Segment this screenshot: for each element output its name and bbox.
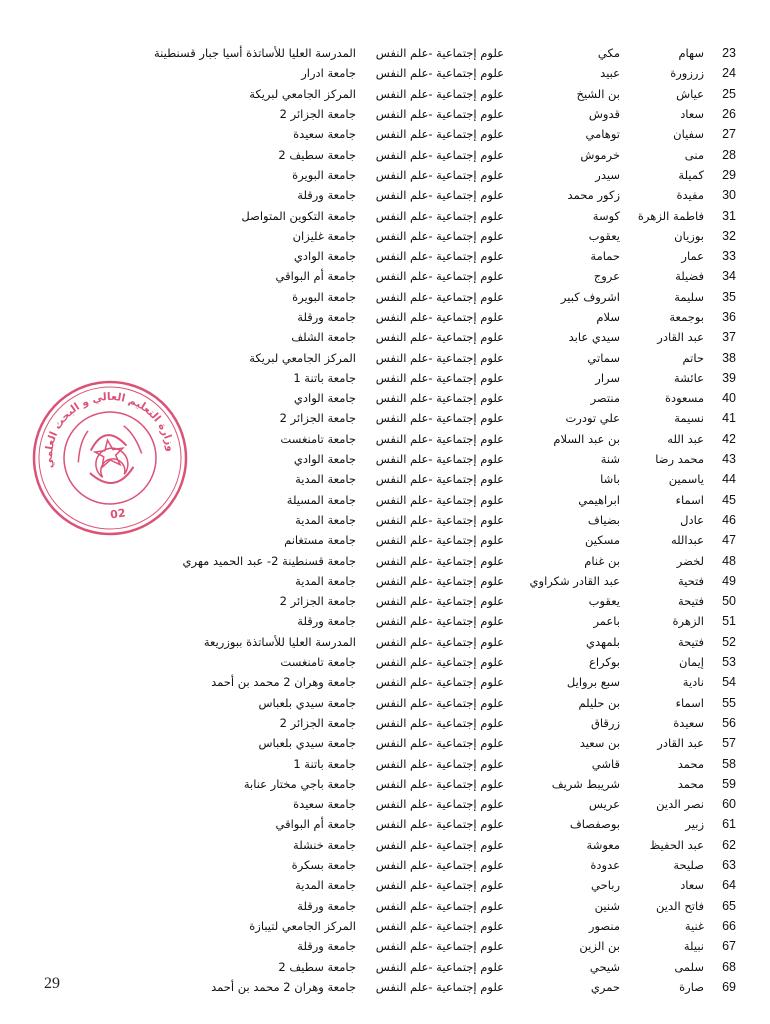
last-name-cell: بلمهدي	[586, 634, 620, 649]
first-name-cell: بوجمعة	[669, 310, 704, 324]
first-name-cell: سلمى	[674, 959, 704, 974]
row-number-cell: 63	[722, 858, 736, 873]
institution-cell: جامعة خنشلة	[293, 837, 356, 852]
institution-cell: المركز الجامعي لتيبازة	[249, 918, 356, 933]
table-row	[104, 855, 736, 875]
table-row	[104, 530, 736, 550]
first-name-cell: عبد القادر	[657, 736, 704, 751]
institution-cell: جامعة أم البواقي	[275, 269, 356, 284]
specialty-cell: علوم إجتماعية -علم النفس	[375, 898, 504, 913]
table-row	[104, 693, 736, 713]
table-row	[104, 124, 736, 144]
row-number-cell: 40	[722, 391, 736, 406]
last-name-cell: قدوش	[588, 107, 620, 122]
table-row	[104, 469, 736, 489]
specialty-cell: علوم إجتماعية -علم النفس	[375, 269, 504, 284]
row-number-cell: 65	[722, 898, 736, 913]
last-name-cell: منصور	[588, 918, 620, 933]
row-number-cell: 28	[722, 147, 736, 162]
last-name-cell: شنة	[600, 452, 620, 467]
row-number-cell: 34	[722, 269, 736, 284]
institution-cell: جامعة ورقلة	[297, 939, 356, 954]
table-row	[104, 794, 736, 814]
table-row	[104, 226, 736, 246]
first-name-cell: عبد الله	[667, 431, 704, 446]
last-name-cell: كوسة	[592, 208, 620, 223]
first-name-cell: نسيمة	[674, 411, 704, 426]
specialty-cell: علوم إجتماعية -علم النفس	[375, 918, 504, 933]
institution-cell: جامعة الجزائر 2	[279, 107, 356, 122]
row-number-cell: 33	[722, 249, 736, 264]
first-name-cell: محمد	[677, 756, 704, 771]
institution-cell: جامعة التكوين المتواصل	[241, 208, 356, 223]
row-number-cell: 31	[722, 208, 736, 223]
table-row	[104, 611, 736, 631]
page-number: 29	[44, 975, 60, 992]
first-name-cell: محمد	[677, 776, 704, 791]
last-name-cell: بن سعيد	[579, 736, 620, 751]
svg-text:وزارة التعليم العالي و البحث ا: وزارة التعليم العالي و البحث العلمي	[42, 390, 177, 469]
table-row	[104, 895, 736, 915]
first-name-cell: عبد القادر	[657, 330, 704, 345]
table-row	[104, 490, 736, 510]
last-name-cell: بوكراع	[588, 655, 620, 670]
row-number-cell: 30	[722, 188, 736, 203]
specialty-cell: علوم إجتماعية -علم النفس	[375, 959, 504, 974]
first-name-cell: عادل	[680, 512, 704, 527]
institution-cell: جامعة سيدي بلعباس	[258, 736, 356, 751]
official-seal-stamp	[20, 368, 201, 549]
row-number-cell: 43	[722, 452, 736, 467]
last-name-cell: عبد القادر شكراوي	[529, 573, 620, 588]
row-number-cell: 45	[722, 492, 736, 507]
row-number-cell: 46	[722, 512, 736, 527]
last-name-cell: سرار	[595, 370, 620, 385]
specialty-cell: علوم إجتماعية -علم النفس	[375, 817, 504, 832]
last-name-cell: شريبط شريف	[551, 776, 620, 791]
first-name-cell: الزهرة	[672, 614, 704, 629]
first-name-cell: نبيلة	[683, 939, 704, 954]
specialty-cell: علوم إجتماعية -علم النفس	[375, 107, 504, 122]
specialty-cell: علوم إجتماعية -علم النفس	[375, 431, 504, 446]
institution-cell: جامعة ورقلة	[297, 310, 356, 324]
last-name-cell: خرموش	[580, 147, 620, 162]
institution-cell: المركز الجامعي لبريكة	[249, 350, 356, 365]
first-name-cell: بوزيان	[674, 228, 704, 243]
first-name-cell: عياش	[676, 86, 704, 101]
table-row	[104, 327, 736, 347]
specialty-cell: علوم إجتماعية -علم النفس	[375, 370, 504, 385]
first-name-cell: صليحة	[673, 858, 704, 873]
last-name-cell: زكور محمد	[567, 188, 620, 203]
row-number-cell: 58	[722, 756, 736, 771]
last-name-cell: حمامة	[590, 249, 620, 264]
institution-cell: المدرسة العليا للأساتذة ببوزريعة	[203, 634, 356, 649]
table-row	[104, 104, 736, 124]
specialty-cell: علوم إجتماعية -علم النفس	[375, 492, 504, 507]
last-name-cell: حمري	[590, 979, 620, 994]
institution-cell: جامعة غليزان	[292, 228, 356, 243]
first-name-cell: مفيدة	[676, 188, 704, 203]
first-name-cell: سفيان	[673, 127, 704, 142]
specialty-cell: علوم إجتماعية -علم النفس	[375, 695, 504, 710]
first-name-cell: عمار	[681, 249, 704, 264]
first-name-cell: نادية	[682, 675, 704, 690]
first-name-cell: غنية	[684, 918, 704, 933]
last-name-cell: بن غنام	[584, 553, 620, 568]
institution-cell: جامعة مستغانم	[284, 533, 356, 548]
last-name-cell: بن حليلم	[578, 695, 620, 710]
row-number-cell: 27	[722, 127, 736, 142]
institution-cell: جامعة وهران 2 محمد بن أحمد	[211, 675, 356, 690]
first-name-cell: سعاد	[680, 107, 704, 122]
table-row	[104, 347, 736, 367]
specialty-cell: علوم إجتماعية -علم النفس	[375, 715, 504, 730]
row-number-cell: 53	[722, 655, 736, 670]
last-name-cell: توهامي	[585, 127, 620, 142]
specialty-cell: علوم إجتماعية -علم النفس	[375, 837, 504, 852]
specialty-cell: علوم إجتماعية -علم النفس	[375, 249, 504, 264]
first-name-cell: عبدالله	[670, 533, 704, 548]
institution-cell: جامعة المدية	[295, 512, 356, 527]
last-name-cell: بوصفصاف	[569, 817, 620, 832]
first-name-cell: ياسمين	[668, 472, 704, 487]
specialty-cell: علوم إجتماعية -علم النفس	[375, 127, 504, 142]
last-name-cell: عدودة	[590, 858, 620, 873]
row-number-cell: 67	[722, 939, 736, 954]
first-name-cell: كميلة	[678, 167, 704, 182]
last-name-cell: ابراهيمي	[578, 492, 620, 507]
institution-cell: جامعة باجي مختار عنابة	[243, 776, 356, 791]
institution-cell: جامعة البويرة	[292, 167, 356, 182]
row-number-cell: 32	[722, 228, 736, 243]
row-number-cell: 54	[722, 675, 736, 690]
row-number-cell: 47	[722, 533, 736, 548]
specialty-cell: علوم إجتماعية -علم النفس	[375, 86, 504, 101]
table-row	[104, 287, 736, 307]
last-name-cell: بن الزين	[579, 939, 620, 954]
specialty-cell: علوم إجتماعية -علم النفس	[375, 756, 504, 771]
specialty-cell: علوم إجتماعية -علم النفس	[375, 208, 504, 223]
institution-cell: جامعة الجزائر 2	[279, 411, 356, 426]
institution-cell: جامعة الجزائر 2	[279, 594, 356, 609]
row-number-cell: 50	[722, 594, 736, 609]
last-name-cell: مكي	[597, 46, 620, 61]
specialty-cell: علوم إجتماعية -علم النفس	[375, 533, 504, 548]
table-row	[104, 205, 736, 225]
row-number-cell: 29	[722, 167, 736, 182]
row-number-cell: 60	[722, 797, 736, 812]
institution-cell: جامعة ادرار	[301, 66, 356, 81]
last-name-cell: منتصر	[590, 391, 620, 406]
institution-cell: جامعة باتنة 1	[293, 370, 356, 385]
first-name-cell: إيمان	[679, 655, 704, 670]
table-row	[104, 591, 736, 611]
first-name-cell: مسعودة	[664, 391, 704, 406]
specialty-cell: علوم إجتماعية -علم النفس	[375, 512, 504, 527]
specialty-cell: علوم إجتماعية -علم النفس	[375, 472, 504, 487]
institution-cell: جامعة الوادي	[293, 391, 356, 406]
row-number-cell: 35	[722, 289, 736, 304]
row-number-cell: 44	[722, 472, 736, 487]
last-name-cell: بن الشيخ	[576, 86, 620, 101]
table-row	[104, 165, 736, 185]
first-name-cell: نصر الدين	[656, 797, 704, 812]
table-row	[104, 814, 736, 834]
specialty-cell: علوم إجتماعية -علم النفس	[375, 675, 504, 690]
last-name-cell: معوشة	[586, 837, 620, 852]
table-row	[104, 652, 736, 672]
last-name-cell: سماتي	[587, 350, 620, 365]
first-name-cell: فاطمة الزهرة	[637, 208, 704, 223]
table-row	[104, 307, 736, 327]
table-row	[104, 43, 736, 63]
row-number-cell: 66	[722, 918, 736, 933]
table-row	[104, 408, 736, 428]
table-row	[104, 429, 736, 449]
specialty-cell: علوم إجتماعية -علم النفس	[375, 979, 504, 994]
institution-cell: جامعة ورقلة	[297, 898, 356, 913]
institution-cell: جامعة الشلف	[291, 330, 356, 345]
specialty-cell: علوم إجتماعية -علم النفس	[375, 573, 504, 588]
specialty-cell: علوم إجتماعية -علم النفس	[375, 46, 504, 61]
specialty-cell: علوم إجتماعية -علم النفس	[375, 330, 504, 345]
institution-cell: جامعة ورقلة	[297, 614, 356, 629]
specialty-cell: علوم إجتماعية -علم النفس	[375, 167, 504, 182]
institution-cell: جامعة بسكرة	[291, 858, 356, 873]
table-row	[104, 185, 736, 205]
last-name-cell: سلام	[596, 310, 620, 324]
institution-cell: جامعة سعيدة	[293, 127, 356, 142]
row-number-cell: 61	[722, 817, 736, 832]
row-number-cell: 26	[722, 107, 736, 122]
institution-cell: جامعة سعيدة	[293, 797, 356, 812]
specialty-cell: علوم إجتماعية -علم النفس	[375, 228, 504, 243]
institution-cell: جامعة تامنغست	[280, 431, 356, 446]
specialty-cell: علوم إجتماعية -علم النفس	[375, 188, 504, 203]
table-row	[104, 977, 736, 997]
row-number-cell: 48	[722, 553, 736, 568]
table-row	[104, 632, 736, 652]
last-name-cell: سيدر	[595, 167, 620, 182]
table-row	[104, 835, 736, 855]
last-name-cell: مسكين	[585, 533, 620, 548]
first-name-cell: فضيلة	[675, 269, 704, 284]
row-number-cell: 64	[722, 878, 736, 893]
institution-cell: جامعة المدية	[295, 878, 356, 893]
institution-cell: جامعة سطيف 2	[278, 147, 356, 162]
last-name-cell: يعقوب	[588, 228, 620, 243]
first-name-cell: عائشة	[674, 370, 704, 385]
table-row	[104, 63, 736, 83]
table-row	[104, 84, 736, 104]
first-name-cell: اسماء	[675, 492, 704, 507]
specialty-cell: علوم إجتماعية -علم النفس	[375, 858, 504, 873]
last-name-cell: بضياف	[587, 512, 620, 527]
row-number-cell: 52	[722, 634, 736, 649]
row-number-cell: 55	[722, 695, 736, 710]
row-number-cell: 69	[722, 979, 736, 994]
table-row	[104, 774, 736, 794]
last-name-cell: سبع بروايل	[566, 675, 620, 690]
specialty-cell: علوم إجتماعية -علم النفس	[375, 797, 504, 812]
table-row	[104, 449, 736, 469]
specialty-cell: علوم إجتماعية -علم النفس	[375, 553, 504, 568]
table-row	[104, 916, 736, 936]
specialty-cell: علوم إجتماعية -علم النفس	[375, 634, 504, 649]
table-row	[104, 571, 736, 591]
table-row	[104, 246, 736, 266]
last-name-cell: باعمر	[593, 614, 620, 629]
first-name-cell: سعاد	[680, 878, 704, 893]
table-row	[104, 144, 736, 164]
institution-cell: جامعة باتنة 1	[293, 756, 356, 771]
institution-cell: المركز الجامعي لبريكة	[249, 86, 356, 101]
specialty-cell: علوم إجتماعية -علم النفس	[375, 878, 504, 893]
table-row	[104, 733, 736, 753]
row-number-cell: 36	[722, 310, 736, 324]
specialty-cell: علوم إجتماعية -علم النفس	[375, 289, 504, 304]
specialty-cell: علوم إجتماعية -علم النفس	[375, 655, 504, 670]
table-row	[104, 672, 736, 692]
first-name-cell: عبد الحفيظ	[649, 837, 704, 852]
last-name-cell: يعقوب	[588, 594, 620, 609]
first-name-cell: منى	[684, 147, 704, 162]
specialty-cell: علوم إجتماعية -علم النفس	[375, 391, 504, 406]
last-name-cell: شنين	[594, 898, 620, 913]
institution-cell: جامعة تامنغست	[280, 655, 356, 670]
institution-cell: جامعة المسيلة	[286, 492, 356, 507]
first-name-cell: سهام	[678, 46, 704, 61]
first-name-cell: فتيحة	[677, 634, 704, 649]
row-number-cell: 24	[722, 66, 736, 81]
last-name-cell: اشروف كبير	[560, 289, 620, 304]
row-number-cell: 39	[722, 370, 736, 385]
first-name-cell: زرزورة	[670, 66, 704, 81]
specialty-cell: علوم إجتماعية -علم النفس	[375, 350, 504, 365]
first-name-cell: صارة	[679, 979, 704, 994]
specialty-cell: علوم إجتماعية -علم النفس	[375, 411, 504, 426]
row-number-cell: 25	[722, 86, 736, 101]
institution-cell: جامعة أم البواقي	[275, 817, 356, 832]
row-number-cell: 62	[722, 837, 736, 852]
row-number-cell: 51	[722, 614, 736, 629]
institution-cell: جامعة الوادي	[293, 249, 356, 264]
specialty-cell: علوم إجتماعية -علم النفس	[375, 452, 504, 467]
institution-cell: جامعة الوادي	[293, 452, 356, 467]
table-row	[104, 956, 736, 976]
row-number-cell: 59	[722, 776, 736, 791]
specialty-cell: علوم إجتماعية -علم النفس	[375, 147, 504, 162]
institution-cell: جامعة المدية	[295, 472, 356, 487]
row-number-cell: 41	[722, 411, 736, 426]
institution-cell: جامعة الجزائر 2	[279, 715, 356, 730]
last-name-cell: سيدي عابد	[568, 330, 620, 345]
specialty-cell: علوم إجتماعية -علم النفس	[375, 66, 504, 81]
svg-text:02: 02	[109, 506, 127, 522]
specialty-cell: علوم إجتماعية -علم النفس	[375, 939, 504, 954]
specialty-cell: علوم إجتماعية -علم النفس	[375, 776, 504, 791]
row-number-cell: 49	[722, 573, 736, 588]
institution-cell: جامعة وهران 2 محمد بن أحمد	[211, 979, 356, 994]
last-name-cell: بن عبد السلام	[553, 431, 620, 446]
last-name-cell: عروج	[593, 269, 620, 284]
first-name-cell: زبير	[685, 817, 704, 832]
table-row	[104, 550, 736, 570]
row-number-cell: 42	[722, 431, 736, 446]
row-number-cell: 68	[722, 959, 736, 974]
table-row	[104, 713, 736, 733]
specialty-cell: علوم إجتماعية -علم النفس	[375, 594, 504, 609]
last-name-cell: شيحي	[589, 959, 620, 974]
last-name-cell: عبيد	[600, 66, 620, 81]
first-name-cell: فتحية	[677, 573, 704, 588]
last-name-cell: قاشي	[591, 756, 620, 771]
row-number-cell: 56	[722, 715, 736, 730]
specialty-cell: علوم إجتماعية -علم النفس	[375, 614, 504, 629]
institution-cell: جامعة سيدي بلعباس	[258, 695, 356, 710]
row-number-cell: 57	[722, 736, 736, 751]
table-row	[104, 368, 736, 388]
first-name-cell: لخضر	[676, 553, 704, 568]
institution-cell: جامعة ورقلة	[297, 188, 356, 203]
institution-cell: جامعة سطيف 2	[278, 959, 356, 974]
institution-cell: المدرسة العليا للأساتذة أسيا جبار قسنطينة	[153, 46, 356, 61]
last-name-cell: علي تودرت	[565, 411, 620, 426]
institution-cell: جامعة المدية	[295, 573, 356, 588]
table-row	[104, 388, 736, 408]
specialty-cell: علوم إجتماعية -علم النفس	[375, 736, 504, 751]
table-row	[104, 875, 736, 895]
last-name-cell: باشا	[600, 472, 620, 487]
first-name-cell: سعيدة	[673, 715, 704, 730]
first-name-cell: فتيحة	[677, 594, 704, 609]
first-name-cell: اسماء	[675, 695, 704, 710]
row-number-cell: 37	[722, 330, 736, 345]
institution-cell: جامعة قسنطينة 2- عبد الحميد مهري	[182, 553, 356, 568]
table-row	[104, 266, 736, 286]
specialty-cell: علوم إجتماعية -علم النفس	[375, 310, 504, 324]
table-row	[104, 936, 736, 956]
first-name-cell: حاتم	[682, 350, 704, 365]
table-row	[104, 753, 736, 773]
first-name-cell: فاتح الدين	[656, 898, 704, 913]
last-name-cell: زرقاق	[590, 715, 620, 730]
last-name-cell: رباحي	[591, 878, 620, 893]
row-number-cell: 38	[722, 350, 736, 365]
last-name-cell: عريس	[588, 797, 620, 812]
row-number-cell: 23	[722, 46, 736, 61]
first-name-cell: محمد رضا	[655, 452, 704, 467]
institution-cell: جامعة البويرة	[292, 289, 356, 304]
first-name-cell: سليمة	[674, 289, 704, 304]
